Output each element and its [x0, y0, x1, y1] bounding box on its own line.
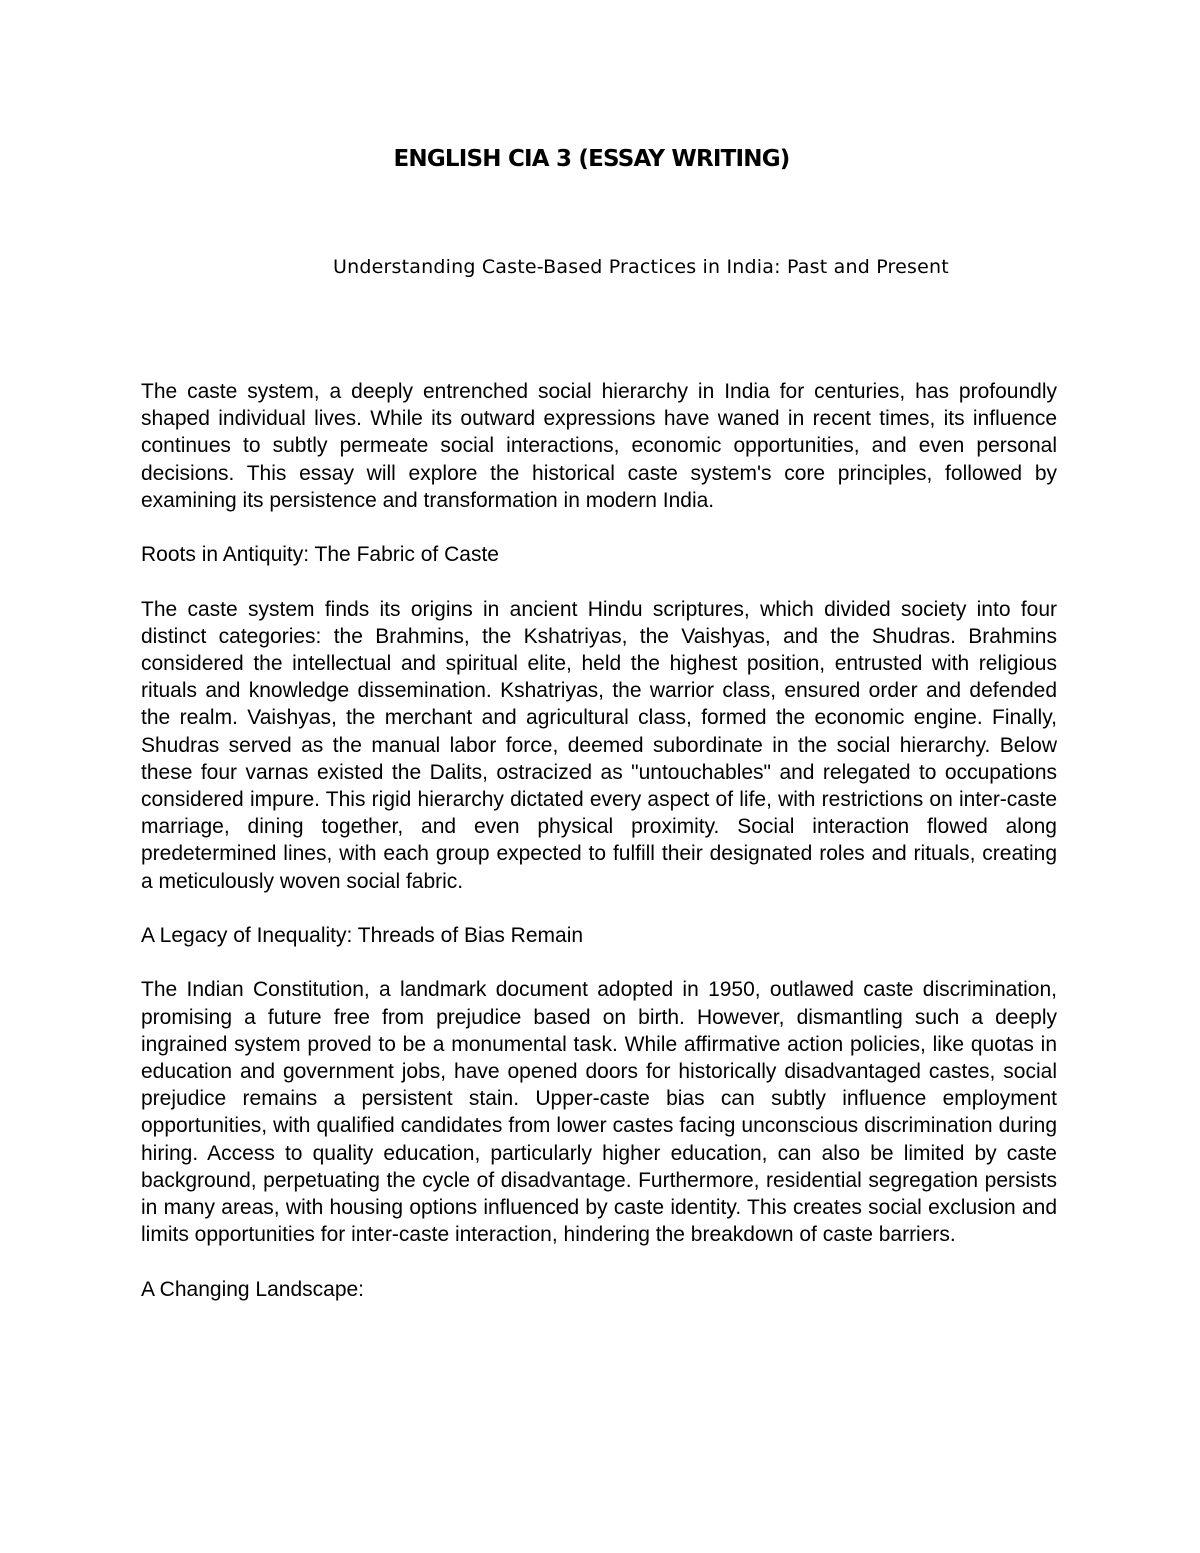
section-heading-roots: Roots in Antiquity: The Fabric of Caste	[141, 543, 499, 567]
essay-subtitle: Understanding Caste-Based Practices in India: Past and Present	[333, 256, 949, 278]
section-paragraph-roots: The caste system finds its origins in ancient Hindu scriptures, which divided society into four distinct categories: the Brahmins, the Kshatriyas, the Vaishyas, and the Shudras. Brahmins considered the intellectual and spiritual elite, held the highest position, entrusted with religious rituals and knowledge dissemination. Kshatriyas, the warrior class, ensured order and defended the realm. Vaishyas, the merchant and agricultural class, formed the economic engine. Finally, Shudras served as the manual labor force, deemed subordinate in the social hierarchy. Below these four varnas existed the Dalits, ostracized as "untouchables" and relegated to occupations considered impure. This rigid hierarchy dictated every aspect of life, with restrictions on inter-caste marriage, dining together, and even physical proximity. Social interaction flowed along predetermined lines, with each group expected to fulfill their designated roles and rituals, creating a meticulously woven social fabric.	[141, 597, 1057, 893]
essay-body	[141, 378, 1057, 1330]
document-title: ENGLISH CIA 3 (ESSAY WRITING)	[393, 146, 790, 172]
section-heading-legacy: A Legacy of Inequality: Threads of Bias Remain	[141, 924, 584, 948]
intro-paragraph: The caste system, a deeply entrenched social hierarchy in India for centuries, has profoundly shaped individual lives. While its outward expressions have waned in recent times, its influence continues to subtly permeate social interactions, economic opportunities, and even personal decisions. This essay will explore the historical caste system's core principles, followed by examining its persistence and transformation in modern India.	[141, 380, 1057, 512]
section-heading-changing: A Changing Landscape:	[141, 1277, 365, 1301]
section-paragraph-legacy: The Indian Constitution, a landmark document adopted in 1950, outlawed caste discrimination, promising a future free from prejudice based on birth. However, dismantling such a deeply ingrained system proved to be a monumental task. While affirmative action policies, like quotas in education and government jobs, have opened doors for historically disadvantaged castes, social prejudice remains a persistent stain. Upper-caste bias can subtly influence employment opportunities, with qualified candidates from lower castes facing unconscious discrimination during hiring. Access to quality education, particularly higher education, can also be limited by caste background, perpetuating the cycle of disadvantage. Furthermore, residential segregation persists in many areas, with housing options influenced by caste identity. This creates social exclusion and limits opportunities for inter-caste interaction, hindering the breakdown of caste barriers.	[141, 978, 1057, 1247]
